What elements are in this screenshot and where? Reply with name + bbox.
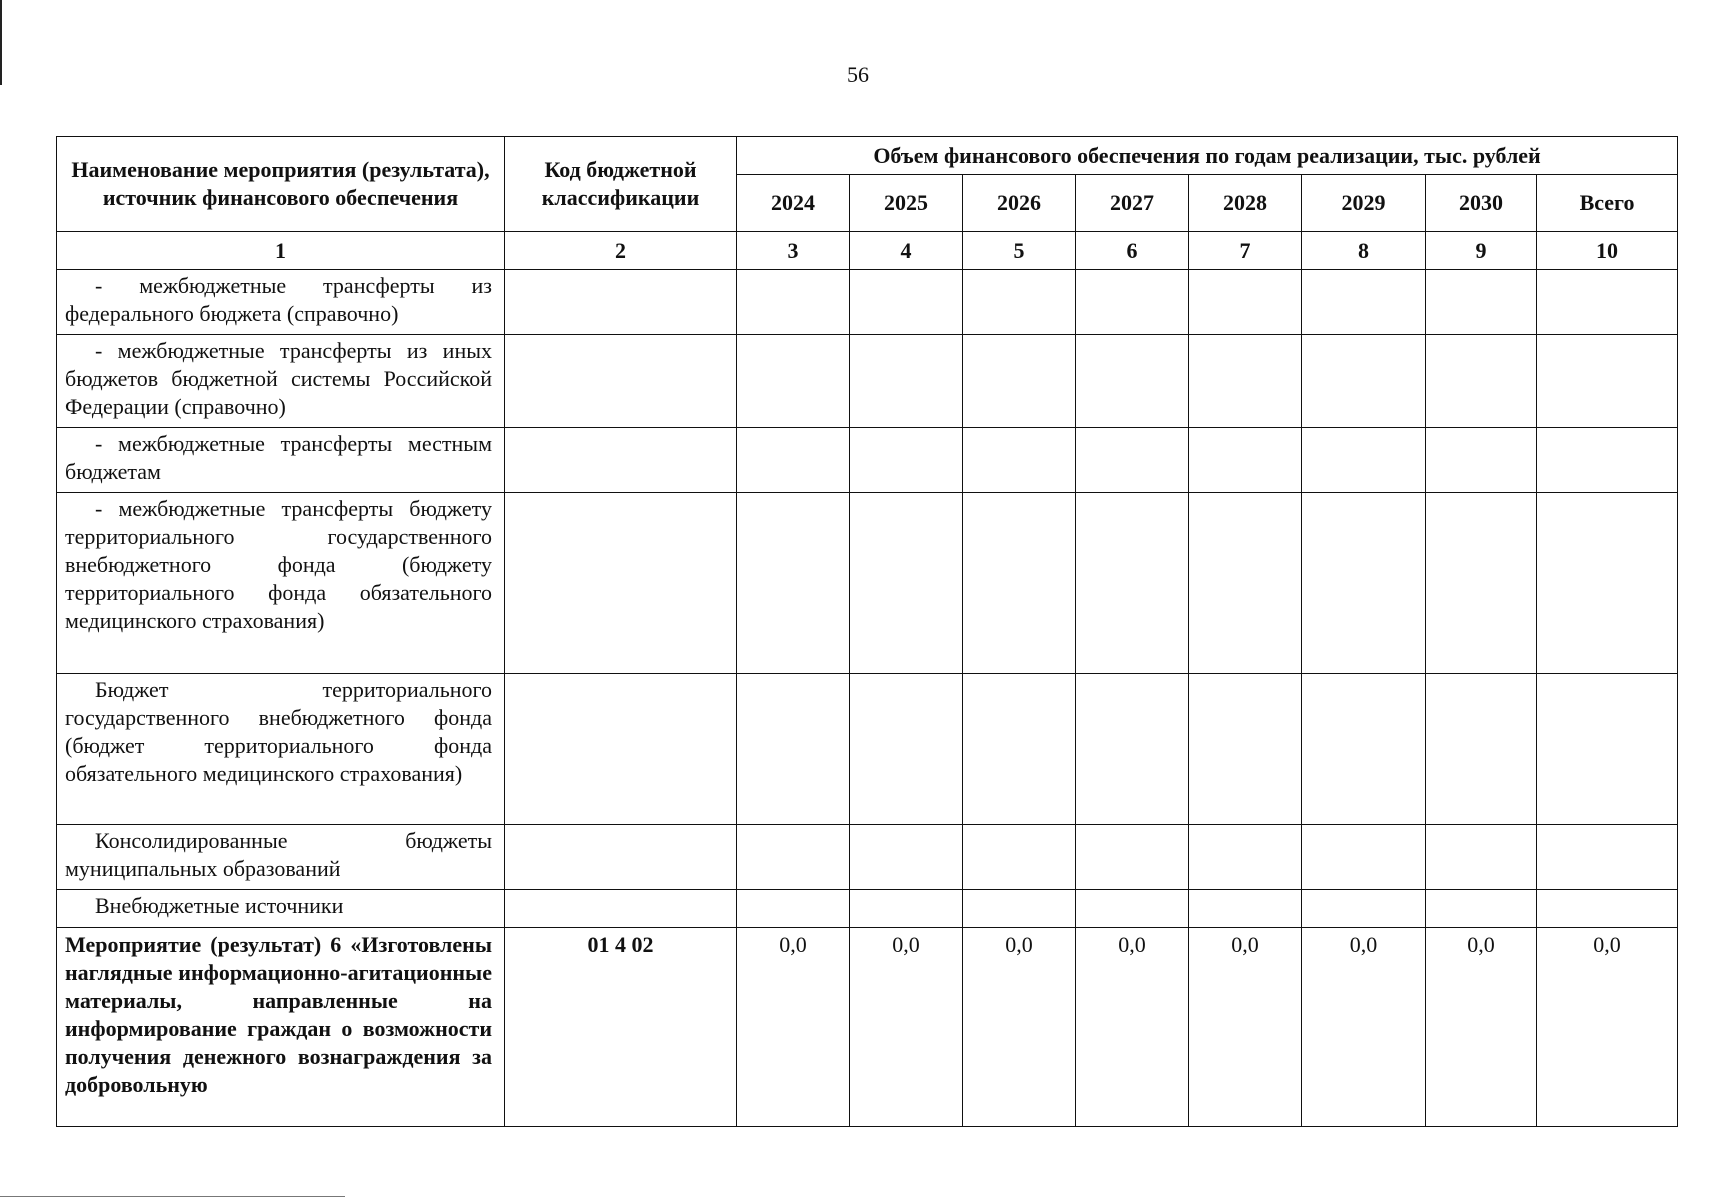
measure-name: Мероприятие (результат) 6 «Изготовлены наглядные информационно-агитационные материалы, направленные на информирование граждан о возможности получения денежного вознаграждения за добровольную bbox=[57, 928, 505, 1127]
row-value bbox=[737, 428, 850, 493]
column-number: 9 bbox=[1426, 232, 1537, 270]
table-row-measure bbox=[57, 928, 1678, 1127]
table-row bbox=[57, 335, 1678, 428]
header-total: Всего bbox=[1537, 175, 1678, 232]
row-value bbox=[1076, 270, 1189, 335]
table-row bbox=[57, 890, 1678, 928]
row-value bbox=[1076, 674, 1189, 825]
row-value bbox=[963, 890, 1076, 928]
row-value bbox=[1426, 493, 1537, 674]
header-year: 2028 bbox=[1189, 175, 1302, 232]
row-value bbox=[737, 270, 850, 335]
column-number: 4 bbox=[850, 232, 963, 270]
row-name: - межбюджетные трансферты местным бюджетам bbox=[57, 428, 505, 493]
row-value bbox=[737, 825, 850, 890]
row-value bbox=[1537, 825, 1678, 890]
table-row bbox=[57, 825, 1678, 890]
row-value bbox=[737, 890, 850, 928]
header-name: Наименование мероприятия (результата), источник финансового обеспечения bbox=[57, 137, 505, 232]
row-value bbox=[1537, 270, 1678, 335]
row-value bbox=[963, 270, 1076, 335]
column-number: 3 bbox=[737, 232, 850, 270]
row-name: Внебюджетные источники bbox=[57, 890, 505, 928]
row-value bbox=[1302, 493, 1426, 674]
header-code: Код бюджетной классификации bbox=[505, 137, 737, 232]
row-code bbox=[505, 674, 737, 825]
measure-value: 0,0 bbox=[1426, 928, 1537, 1127]
row-value bbox=[850, 493, 963, 674]
row-value bbox=[1537, 335, 1678, 428]
header-year: 2026 bbox=[963, 175, 1076, 232]
row-value bbox=[1302, 674, 1426, 825]
row-value bbox=[850, 335, 963, 428]
table-row bbox=[57, 674, 1678, 825]
table-row bbox=[57, 270, 1678, 335]
row-name: - межбюджетные трансферты из федерального бюджета (справочно) bbox=[57, 270, 505, 335]
row-code bbox=[505, 335, 737, 428]
row-value bbox=[1076, 825, 1189, 890]
measure-value: 0,0 bbox=[737, 928, 850, 1127]
row-name: Консолидированные бюджеты муниципальных образований bbox=[57, 825, 505, 890]
column-number: 2 bbox=[505, 232, 737, 270]
scan-edge-bottom bbox=[0, 1196, 345, 1197]
row-name: - межбюджетные трансферты бюджету территориального государственного внебюджетного фонда (бюджету территориального фонда обязательного медицинского страхования) bbox=[57, 493, 505, 674]
row-value bbox=[1426, 890, 1537, 928]
row-value bbox=[1426, 674, 1537, 825]
row-value bbox=[1302, 428, 1426, 493]
row-value bbox=[850, 428, 963, 493]
row-value bbox=[850, 890, 963, 928]
row-value bbox=[737, 335, 850, 428]
column-number: 8 bbox=[1302, 232, 1426, 270]
row-value bbox=[1189, 270, 1302, 335]
row-value bbox=[737, 674, 850, 825]
header-year: 2027 bbox=[1076, 175, 1189, 232]
row-value bbox=[1302, 270, 1426, 335]
measure-code: 01 4 02 bbox=[505, 928, 737, 1127]
row-value bbox=[1189, 335, 1302, 428]
row-code bbox=[505, 825, 737, 890]
row-name: - межбюджетные трансферты из иных бюджетов бюджетной системы Российской Федерации (справочно) bbox=[57, 335, 505, 428]
measure-value: 0,0 bbox=[1537, 928, 1678, 1127]
measure-value: 0,0 bbox=[963, 928, 1076, 1127]
row-value bbox=[850, 674, 963, 825]
row-code bbox=[505, 493, 737, 674]
header-row-numbers bbox=[57, 232, 1678, 270]
column-number: 10 bbox=[1537, 232, 1678, 270]
column-number: 6 bbox=[1076, 232, 1189, 270]
row-value bbox=[1537, 674, 1678, 825]
header-year: 2030 bbox=[1426, 175, 1537, 232]
row-value bbox=[1076, 493, 1189, 674]
row-value bbox=[1302, 335, 1426, 428]
row-value bbox=[1426, 428, 1537, 493]
header-row-top bbox=[57, 137, 1678, 175]
row-value bbox=[1189, 825, 1302, 890]
row-value bbox=[1302, 825, 1426, 890]
row-value bbox=[1076, 890, 1189, 928]
column-number: 1 bbox=[57, 232, 505, 270]
header-year: 2024 bbox=[737, 175, 850, 232]
row-value bbox=[963, 493, 1076, 674]
measure-value: 0,0 bbox=[850, 928, 963, 1127]
table-row bbox=[57, 493, 1678, 674]
row-value bbox=[1302, 890, 1426, 928]
page-number: 56 bbox=[847, 62, 869, 87]
financing-table bbox=[56, 136, 1678, 1127]
header-volume: Объем финансового обеспечения по годам реализации, тыс. рублей bbox=[737, 137, 1678, 175]
row-value bbox=[1076, 335, 1189, 428]
row-value bbox=[963, 428, 1076, 493]
header-year: 2025 bbox=[850, 175, 963, 232]
row-value bbox=[1537, 428, 1678, 493]
column-number: 5 bbox=[963, 232, 1076, 270]
measure-value: 0,0 bbox=[1302, 928, 1426, 1127]
row-value bbox=[1189, 674, 1302, 825]
measure-value: 0,0 bbox=[1189, 928, 1302, 1127]
row-value bbox=[1537, 493, 1678, 674]
row-value bbox=[963, 825, 1076, 890]
row-value bbox=[1076, 428, 1189, 493]
row-code bbox=[505, 890, 737, 928]
column-number: 7 bbox=[1189, 232, 1302, 270]
row-value bbox=[850, 825, 963, 890]
table-row bbox=[57, 428, 1678, 493]
row-name: Бюджет территориального государственного внебюджетного фонда (бюджет территориального фонда обязательного медицинского страхования) bbox=[57, 674, 505, 825]
row-value bbox=[963, 674, 1076, 825]
measure-value: 0,0 bbox=[1076, 928, 1189, 1127]
row-value bbox=[963, 335, 1076, 428]
header-year: 2029 bbox=[1302, 175, 1426, 232]
row-value bbox=[1189, 493, 1302, 674]
row-code bbox=[505, 428, 737, 493]
row-value bbox=[850, 270, 963, 335]
row-value bbox=[737, 493, 850, 674]
row-value bbox=[1426, 335, 1537, 428]
row-code bbox=[505, 270, 737, 335]
row-value bbox=[1189, 890, 1302, 928]
row-value bbox=[1426, 825, 1537, 890]
row-value bbox=[1189, 428, 1302, 493]
row-value bbox=[1537, 890, 1678, 928]
row-value bbox=[1426, 270, 1537, 335]
